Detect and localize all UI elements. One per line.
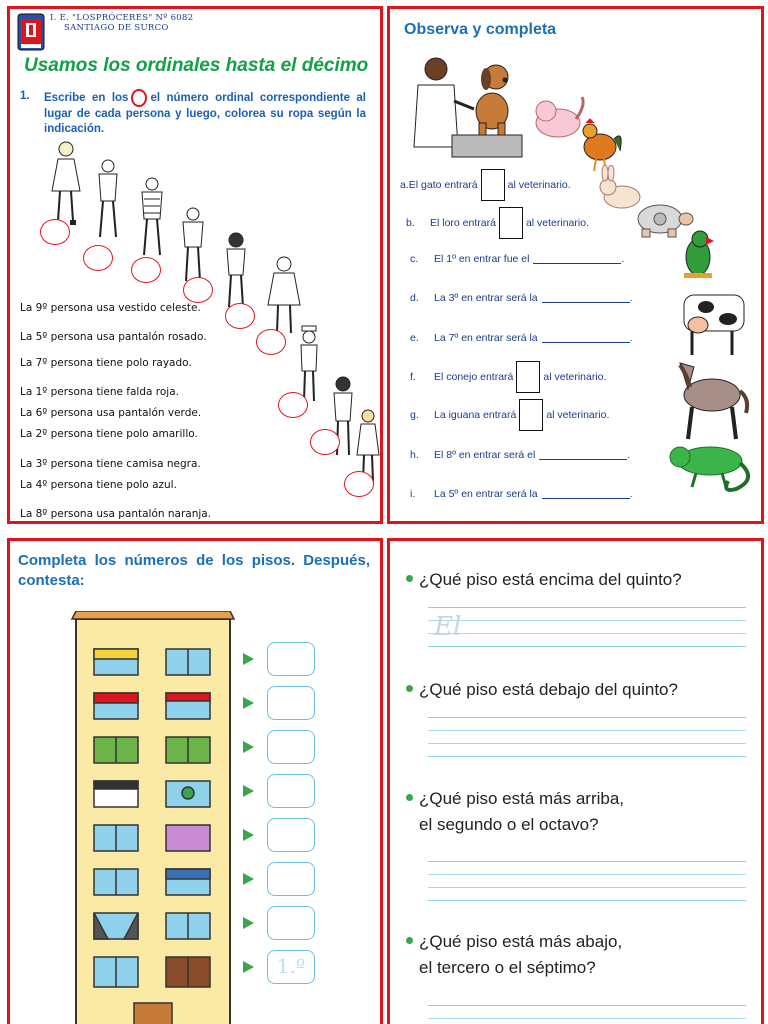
item-c-text: El 1º en entrar fue el	[434, 253, 530, 265]
statement-9: La 8º persona usa pantalón naranja.	[20, 508, 212, 520]
item-i-label: i.	[410, 488, 416, 500]
school-district: SANTIAGO DE SURCO	[64, 23, 169, 33]
item-b	[406, 207, 589, 239]
item-h-answer-line[interactable]	[539, 450, 627, 460]
item-h-label: h.	[410, 449, 419, 461]
question-1	[406, 567, 682, 593]
item-h-text: El 8º en entrar será el	[434, 449, 536, 461]
parrot-icon	[678, 229, 718, 281]
item-a-label: a.	[400, 179, 409, 191]
item-f-text-before: El conejo entrará	[434, 371, 514, 383]
bullet-icon	[406, 794, 413, 801]
answer-lines-4[interactable]	[428, 1005, 746, 1024]
item-f-label: f.	[410, 371, 416, 383]
item-d-text: La 3º en entrar será la	[434, 292, 538, 304]
arrow-right-icon	[243, 653, 254, 665]
panel-title: Completa los números de los pisos. Después, contesta:	[18, 552, 370, 589]
ordinal-answer-oval-5[interactable]	[225, 303, 255, 329]
item-b-label: b.	[406, 217, 415, 229]
statement-8: La 4º persona tiene polo azul.	[20, 479, 177, 491]
iguana-icon	[666, 435, 758, 497]
item-h-period: .	[627, 449, 631, 461]
answer-lines-1[interactable]	[428, 607, 746, 647]
item-d	[410, 292, 633, 304]
horse-icon	[666, 353, 752, 445]
item-c-period: .	[621, 253, 625, 265]
item-e-text: La 7º en entrar será la	[434, 332, 538, 344]
ordinal-answer-oval-7[interactable]	[278, 392, 308, 418]
item-i-text: La 5º en entrar será la	[434, 488, 538, 500]
floor-number-box-3[interactable]	[267, 862, 315, 896]
person-figure-4-icon	[174, 205, 212, 287]
arrow-right-icon	[243, 873, 254, 885]
item-e-period: .	[629, 332, 633, 344]
arrow-right-icon	[243, 741, 254, 753]
veterinarian-queue-panel	[387, 6, 764, 524]
item-a	[400, 169, 571, 201]
item-a-text-before: El gato entrará	[408, 179, 478, 191]
item-d-label: d.	[410, 292, 419, 304]
instruction-text-before: Escribe en los	[44, 92, 129, 105]
instruction-text-after: el número ordinal correspondiente al lugar de cada persona y luego, colorea su ropa según la indicación.	[44, 92, 366, 135]
arrow-right-icon	[243, 917, 254, 929]
person-figure-1-icon	[46, 139, 84, 229]
instruction-1	[20, 89, 366, 137]
item-b-text-after: al veterinario.	[525, 217, 589, 229]
school-crest-icon	[17, 13, 45, 51]
item-d-answer-line[interactable]	[542, 293, 630, 303]
question-2-text: ¿Qué piso está debajo del quinto?	[419, 680, 678, 699]
bullet-icon	[406, 575, 413, 582]
question-4	[406, 929, 622, 981]
floor-number-box-5[interactable]	[267, 774, 315, 808]
ordinal-answer-oval-2[interactable]	[83, 245, 113, 271]
cow-icon	[676, 281, 754, 359]
item-a-text-after: al veterinario.	[507, 179, 571, 191]
question-1-text: ¿Qué piso está encima del quinto?	[419, 570, 682, 589]
oval-answer-icon	[131, 89, 147, 107]
building-floors-panel	[7, 538, 383, 1024]
item-i-period: .	[629, 488, 633, 500]
person-figure-2-icon	[90, 157, 126, 243]
bullet-icon	[406, 685, 413, 692]
item-i	[410, 488, 633, 500]
instruction-number: 1.	[20, 90, 30, 102]
statement-2: La 5º persona usa pantalón rosado.	[20, 331, 207, 343]
statement-7: La 3º persona tiene camisa negra.	[20, 458, 201, 470]
item-b-answer-box[interactable]	[499, 207, 523, 239]
person-figure-5-icon	[216, 231, 256, 313]
sample-answer-text: El	[434, 612, 462, 642]
statement-4: La 1º persona tiene falda roja.	[20, 386, 179, 398]
bullet-icon	[406, 937, 413, 944]
arrow-right-icon	[243, 961, 254, 973]
floor-number-box-6[interactable]	[267, 730, 315, 764]
question-2	[406, 677, 678, 703]
item-g-answer-box[interactable]	[519, 399, 543, 431]
item-f-answer-box[interactable]	[516, 361, 540, 393]
question-4-line-1: ¿Qué piso está más abajo,	[419, 932, 623, 951]
ordinal-answer-oval-8[interactable]	[310, 429, 340, 455]
floor-number-box-4[interactable]	[267, 818, 315, 852]
person-figure-3-icon	[132, 175, 172, 261]
floor-questions-panel	[387, 538, 764, 1024]
school-name: I. E. "LOSPRÓCERES" Nº 6082	[50, 13, 194, 23]
item-g-text-after: al veterinario.	[546, 409, 610, 421]
item-e-answer-line[interactable]	[542, 333, 630, 343]
veterinarian-with-dog-icon	[404, 51, 524, 159]
answer-lines-3[interactable]	[428, 861, 746, 901]
item-e-label: e.	[410, 332, 419, 344]
arrow-right-icon	[243, 697, 254, 709]
statement-6: La 2º persona tiene polo amarillo.	[20, 428, 198, 440]
ordinal-answer-oval-9[interactable]	[344, 471, 374, 497]
item-f	[410, 361, 606, 393]
statement-5: La 6º persona usa pantalón verde.	[20, 407, 202, 419]
ordinal-answer-oval-4[interactable]	[183, 277, 213, 303]
ordinal-answer-oval-6[interactable]	[256, 329, 286, 355]
item-i-answer-line[interactable]	[542, 489, 630, 499]
item-a-answer-box[interactable]	[481, 169, 505, 201]
arrow-right-icon	[243, 829, 254, 841]
question-3	[406, 786, 624, 838]
item-c-answer-line[interactable]	[533, 254, 621, 264]
floor-number-box-8[interactable]	[267, 642, 315, 676]
arrow-right-icon	[243, 785, 254, 797]
ordinal-answer-oval-1[interactable]	[40, 219, 70, 245]
floor-number-box-1[interactable]: 1.º	[267, 950, 315, 984]
item-c	[410, 253, 624, 265]
panel-title: Observa y completa	[404, 21, 557, 38]
item-c-label: c.	[410, 253, 419, 265]
statement-3: La 7º persona tiene polo rayado.	[20, 357, 192, 369]
floor-number-box-2[interactable]	[267, 906, 315, 940]
item-h	[410, 449, 630, 461]
ordinals-worksheet-panel	[7, 6, 383, 524]
question-3-line-1: ¿Qué piso está más arriba,	[419, 789, 625, 808]
item-g	[410, 399, 609, 431]
item-g-label: g.	[410, 409, 419, 421]
question-4-line-2: el tercero o el séptimo?	[419, 958, 596, 977]
apartment-building-icon	[68, 611, 238, 1024]
statement-1: La 9º persona usa vestido celeste.	[20, 302, 201, 314]
item-e	[410, 332, 633, 344]
item-b-text-before: El loro entrará	[430, 217, 496, 229]
question-3-line-2: el segundo o el octavo?	[419, 815, 599, 834]
item-f-text-after: al veterinario.	[543, 371, 607, 383]
item-g-text-before: La iguana entrará	[434, 409, 517, 421]
worksheet-title: Usamos los ordinales hasta el décimo	[24, 55, 369, 76]
item-d-period: .	[629, 292, 633, 304]
ordinal-answer-oval-3[interactable]	[131, 257, 161, 283]
answer-lines-2[interactable]	[428, 717, 746, 757]
floor-number-box-7[interactable]	[267, 686, 315, 720]
